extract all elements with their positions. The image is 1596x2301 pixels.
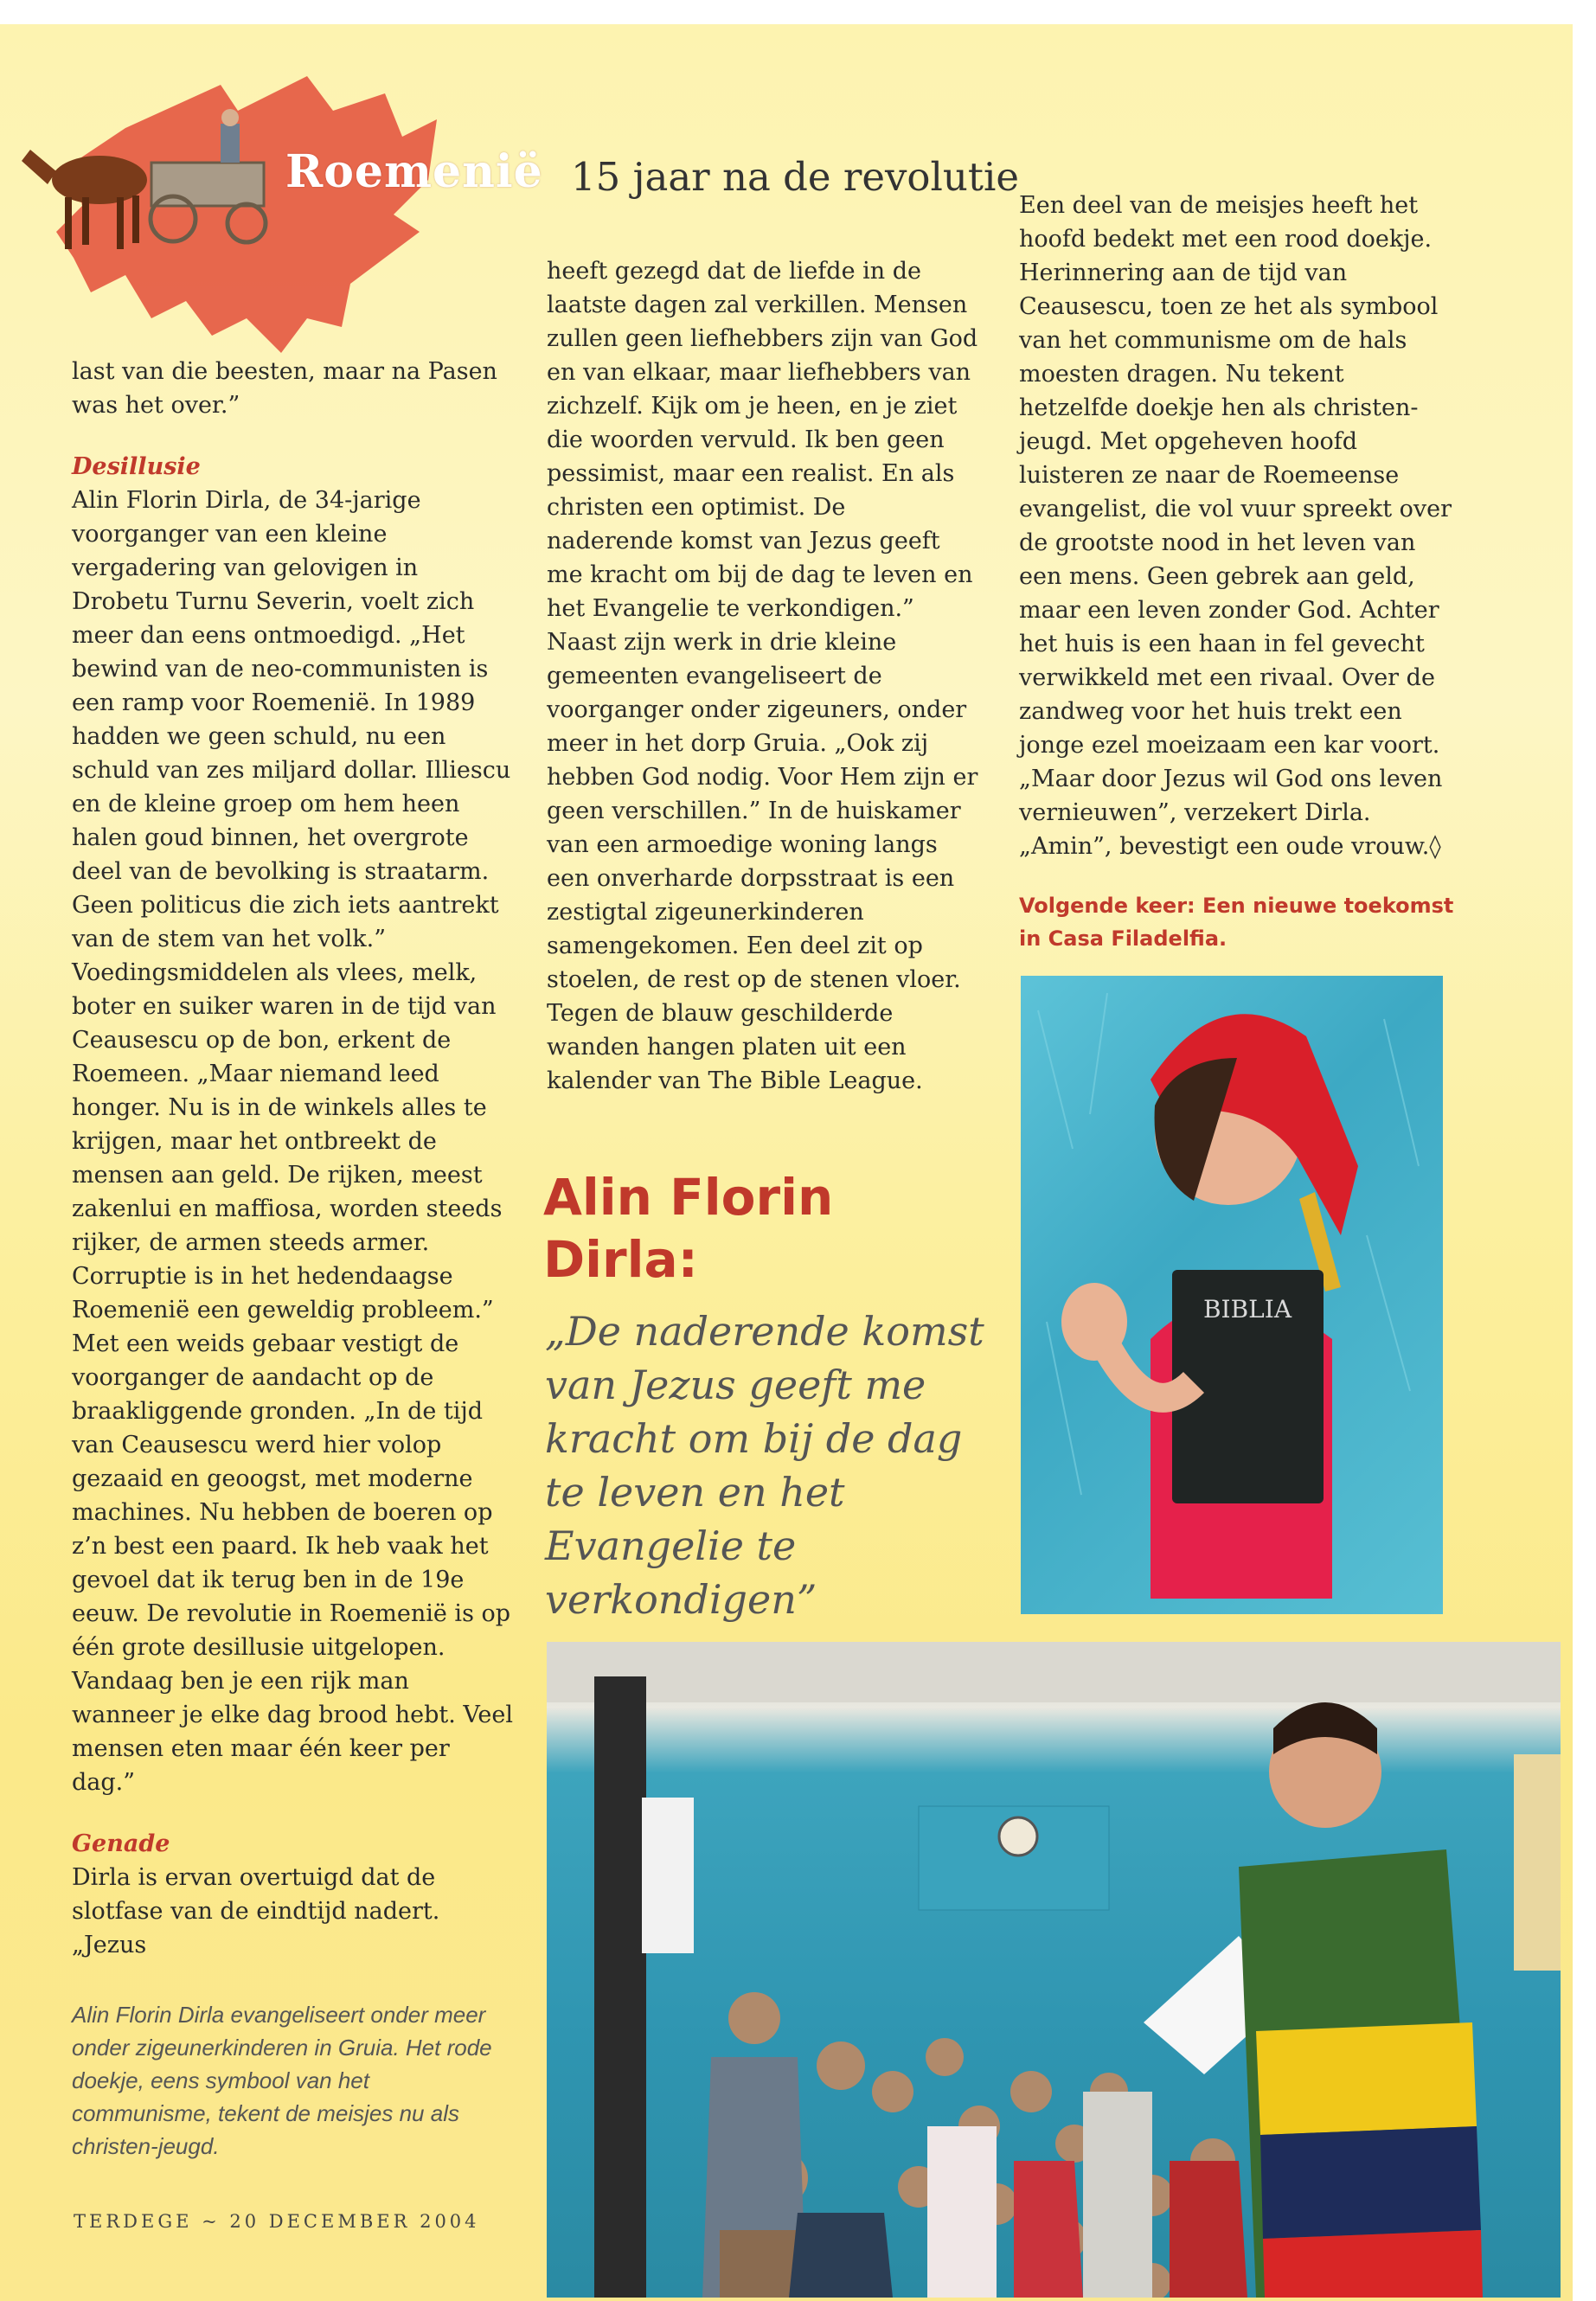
pull-quote-title: Alin Florin Dirla: — [543, 1168, 834, 1289]
photo-evangelist-children — [547, 1642, 1561, 2298]
red-brush-stroke — [56, 76, 437, 353]
magazine-page — [0, 24, 1573, 2301]
paragraph: Een deel van de meisjes heeft het hoofd bedekt met een rood doekje. Herinnering aan de tijd van Ceausescu, toen ze het als symbool van het communisme om de hals moesten dragen. Nu tekent hetzelfde doekje hen als christen-jeugd. Met opgeheven hoofd luisteren ze naar de Roemeense evangelist, die vol vuur spreekt over de grootste nood in het leven van een mens. Geen gebrek aan geld, maar een leven zonder God. Achter het huis is een haan in fel gevecht verwikkeld met een rivaal. Over de zandweg voor het huis trekt een jonge ezel moeizaam een kar voort. — [1019, 192, 1452, 759]
paragraph: „Maar door Jezus wil God ons leven vernieuwen”, verzekert Dirla. „Amin”, bevestigt een oude vrouw.◊ — [1019, 766, 1443, 860]
subheading-genade: Genade — [72, 1830, 170, 1857]
group-illustration — [547, 1642, 1561, 2298]
next-time-teaser: Volgende keer: Een nieuwe toekomst in Casa Filadelfia. — [1019, 894, 1454, 951]
page-footer: TERDEGE ~ 20 DECEMBER 2004 — [74, 2211, 480, 2232]
paragraph: Voedingsmiddelen als vlees, melk, boter en suiker waren in de tijd van Ceausescu op de bon, erkent de Roemeen. „Maar niemand leed honger. Nu is in de winkels alles te krijgen, maar het ontbreekt de mensen aan geld. De rijken, meest zakenlui en maffiosa, worden steeds rijker, de armen steeds armer. Corruptie is in het hedendaagse Roemenië een geweldig probleem.” — [72, 959, 503, 1324]
paragraph: heeft gezegd dat de liefde in de laatste dagen zal verkillen. Mensen zullen geen liefhebbers zijn van God en van elkaar, maar liefhebbers van zichzelf. Kijk om je heen, en je ziet die woorden vervuld. Ik ben geen pessimist, maar een realist. En als christen een optimist. De naderende komst van Jezus geeft me kracht om bij de dag te leven en het Evangelie te verkondigen.” — [547, 258, 978, 622]
paragraph: Met een weids gebaar vestigt de voorganger de aandacht op de braakliggende gronden. „In de tijd van Ceausescu werd hier volop gezaaid en geoogst, met moderne machines. Nu hebben de boeren op z’n best een paard. Ik heb vaak het gevoel dat ik terug ben in de 19e eeuw. De revolutie in Roemenië is op één grote desillusie uitgelopen. Vandaag ben je een rijk man wanneer je elke dag brood hebt. Veel mensen eten maar één keer per dag.” — [72, 1330, 513, 1796]
bible-label: BIBLIA — [1202, 1295, 1292, 1324]
girl-illustration — [1021, 976, 1443, 1614]
subheading-desillusie: Desillusie — [72, 453, 201, 480]
section-subtitle: 15 jaar na de revolutie — [571, 154, 1019, 200]
article-column-2 — [547, 254, 979, 1098]
section-title: Roemenië — [285, 145, 543, 198]
article-column-3 — [1019, 189, 1460, 863]
photo-caption: Alin Florin Dirla evangeliseert onder meer onder zigeunerkinderen in Gruia. Het rode doekje, eens symbool van het communisme, tekent de meisjes nu als christen-jeugd. — [72, 2002, 492, 2159]
photo-girl-with-bible — [1021, 976, 1443, 1614]
article-column-1 — [72, 355, 513, 1962]
pull-quote: „De naderende komst van Jezus geeft me kracht om bij de dag te leven en het Evangelie te verkondigen” — [545, 1308, 984, 1623]
paragraph: Dirla is ervan overtuigd dat de slotfase van de eindtijd nadert. „Jezus — [72, 1864, 440, 1958]
paragraph: last van die beesten, maar na Pasen was het over.” — [72, 358, 497, 419]
header-illustration — [22, 59, 471, 353]
paragraph: Alin Florin Dirla, de 34-jarige voorganger van een kleine vergadering van gelovigen in Drobetu Turnu Severin, voelt zich meer dan eens ontmoedigd. „Het bewind van de neo-communisten is een ramp voor Roemenië. In 1989 hadden we geen schuld, nu een schuld van zes miljard dollar. Illiescu en de kleine groep om hem heen halen goud binnen, het overgrote deel van de bevolking is straatarm. Geen politicus die zich iets aantrekt van de stem van het volk.” — [72, 487, 511, 952]
paragraph: Naast zijn werk in drie kleine gemeenten evangeliseert de voorganger onder zigeuners, onder meer in het dorp Gruia. „Ook zij hebben God nodig. Voor Hem zijn er geen verschillen.” In de huiskamer van een armoedige woning langs een onverharde dorpsstraat is een zestigtal zigeunerkinderen samengekomen. Een deel zit op stoelen, de rest op de stenen vloer. Tegen de blauw geschilderde wanden hangen platen uit een kalender van The Bible League. — [547, 629, 978, 1094]
